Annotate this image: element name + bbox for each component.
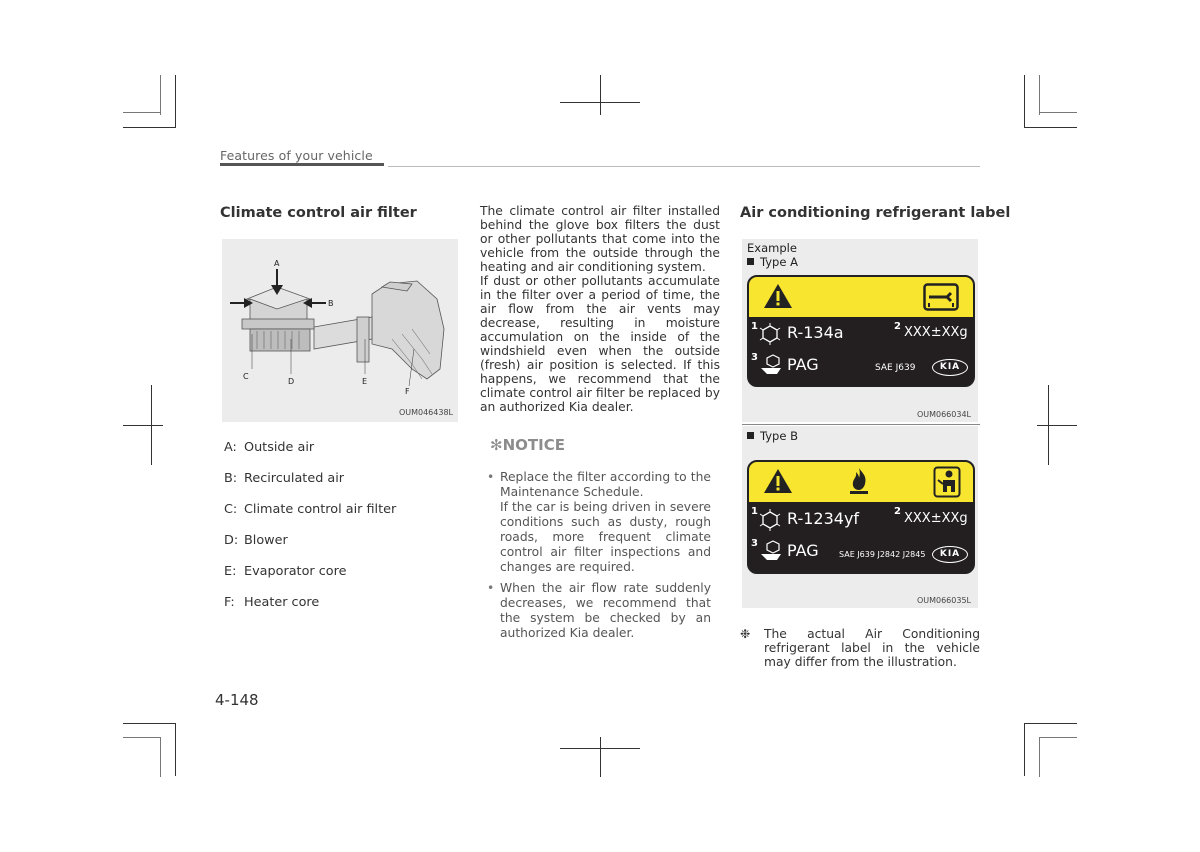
callout-a: A xyxy=(274,259,280,268)
refrigerant-type: R-1234yf xyxy=(787,509,860,528)
circled-number-2: 2 xyxy=(894,506,901,517)
service-manual-icon xyxy=(923,283,959,311)
circled-number-2: 2 xyxy=(894,321,901,332)
registration-mark xyxy=(560,102,640,103)
refrigerant-label-card-b xyxy=(747,460,975,574)
refrigerant-amount: XXX±XXg xyxy=(904,325,968,340)
air-filter-diagram xyxy=(222,239,458,422)
oil-type: PAG xyxy=(787,355,819,374)
registration-mark xyxy=(1037,425,1077,426)
kia-logo-icon: KIA xyxy=(932,546,968,563)
figure-code: OUM046438L xyxy=(398,408,453,417)
bullet-dot-icon: • xyxy=(487,470,495,484)
refrigerant-amount: XXX±XXg xyxy=(904,511,968,526)
circled-number-3: 3 xyxy=(751,538,758,549)
type-b-label: Type B xyxy=(747,429,798,443)
legend-item: D: Blower xyxy=(224,533,288,548)
legend-item: C: Climate control air filter xyxy=(224,502,397,517)
notice-bullet: • When the air flow rate suddenly decreases, we recommend that the system be checked by an authorized Kia dealer. xyxy=(487,581,711,640)
footnote-symbol-icon: ❉ xyxy=(740,627,751,641)
oil-can-icon xyxy=(759,539,783,563)
legend-item: E: Evaporator core xyxy=(224,564,347,579)
header-rule xyxy=(220,163,384,166)
crop-mark xyxy=(1024,723,1025,776)
crop-mark xyxy=(123,112,161,113)
crop-mark xyxy=(1039,737,1040,777)
air-filter-figure xyxy=(222,239,458,422)
callout-e: E xyxy=(362,377,368,386)
crop-mark xyxy=(1039,112,1077,113)
footnote: ❉ The actual Air Conditioning refrigerant label in the vehicle may differ from the illustration. xyxy=(740,627,980,669)
section-title-air-filter: Climate control air filter xyxy=(220,205,417,221)
callout-b: B xyxy=(328,299,334,308)
crop-mark xyxy=(160,737,161,777)
section-title-refrigerant-label: Air conditioning refrigerant label xyxy=(740,205,1011,221)
type-a-label: Type A xyxy=(747,255,798,269)
oil-type: PAG xyxy=(787,541,819,560)
registration-mark xyxy=(123,425,163,426)
header-rule xyxy=(388,166,980,167)
registration-mark xyxy=(600,75,601,115)
callout-f: F xyxy=(405,387,410,396)
technician-icon xyxy=(933,466,961,498)
warning-triangle-icon xyxy=(763,283,793,309)
warning-triangle-icon xyxy=(763,468,793,494)
callout-d: D xyxy=(288,377,295,386)
legend-item: F: Heater core xyxy=(224,595,320,610)
circled-number-3: 3 xyxy=(751,352,758,363)
refrigerant-molecule-icon xyxy=(759,509,781,531)
refrigerant-molecule-icon xyxy=(759,323,781,345)
crop-mark xyxy=(123,723,176,724)
bullet-dot-icon: • xyxy=(487,581,495,595)
page-number: 4-148 xyxy=(215,691,259,709)
square-bullet-icon xyxy=(747,258,754,265)
figure-divider xyxy=(742,424,980,425)
running-header: Features of your vehicle xyxy=(220,148,373,163)
example-label: Example xyxy=(747,241,797,255)
crop-mark xyxy=(123,737,161,738)
square-bullet-icon xyxy=(747,432,754,439)
refrigerant-figure-b xyxy=(742,426,978,608)
crop-mark xyxy=(1024,723,1077,724)
crop-mark xyxy=(123,127,176,128)
kia-logo-icon: KIA xyxy=(932,359,968,376)
flammable-icon xyxy=(847,466,871,496)
refrigerant-label-card-a xyxy=(747,275,975,387)
body-paragraph: The climate control air filter installed behind the glove box filters the dust or other pollutants that come into the vehicle from the outside through the heating and air conditioning system. If dust or other pollutants accumulate in the filter over a period of time, the air flow from the air vents may decrease, resulting in moisture accumulation on the inside of the windshield even when the outside (fresh) air position is selected. If this happens, we recommend that the climate control air filter be replaced by an authorized Kia dealer. xyxy=(480,204,720,414)
notice-bullet: • Replace the filter according to the Maintenance Schedule. If the car is being driven in severe conditions such as dusty, rough roads, more frequent climate control air filter inspections and changes are required. xyxy=(487,470,711,574)
crop-mark xyxy=(1039,75,1040,115)
figure-code: OUM066035L xyxy=(916,596,971,605)
notice-heading: ✻NOTICE xyxy=(490,436,565,454)
crop-mark xyxy=(1039,737,1077,738)
registration-mark xyxy=(560,748,640,749)
crop-mark xyxy=(1024,75,1025,128)
refrigerant-figure-a xyxy=(742,239,978,422)
crop-mark xyxy=(175,75,176,128)
notice-icon: ✻ xyxy=(490,436,503,454)
crop-mark xyxy=(160,75,161,115)
registration-mark xyxy=(600,737,601,777)
oil-can-icon xyxy=(759,353,783,377)
refrigerant-type: R-134a xyxy=(787,323,844,342)
circled-number-1: 1 xyxy=(751,321,758,332)
circled-number-1: 1 xyxy=(751,506,758,517)
crop-mark xyxy=(1024,127,1077,128)
figure-code: OUM066034L xyxy=(916,410,971,419)
sae-standard: SAE J639 xyxy=(875,363,916,373)
callout-c: C xyxy=(243,372,249,381)
legend-item: A: Outside air xyxy=(224,440,315,455)
sae-standard: SAE J639 J2842 J2845 xyxy=(839,550,926,559)
crop-mark xyxy=(175,723,176,776)
legend-item: B: Recirculated air xyxy=(224,471,345,486)
